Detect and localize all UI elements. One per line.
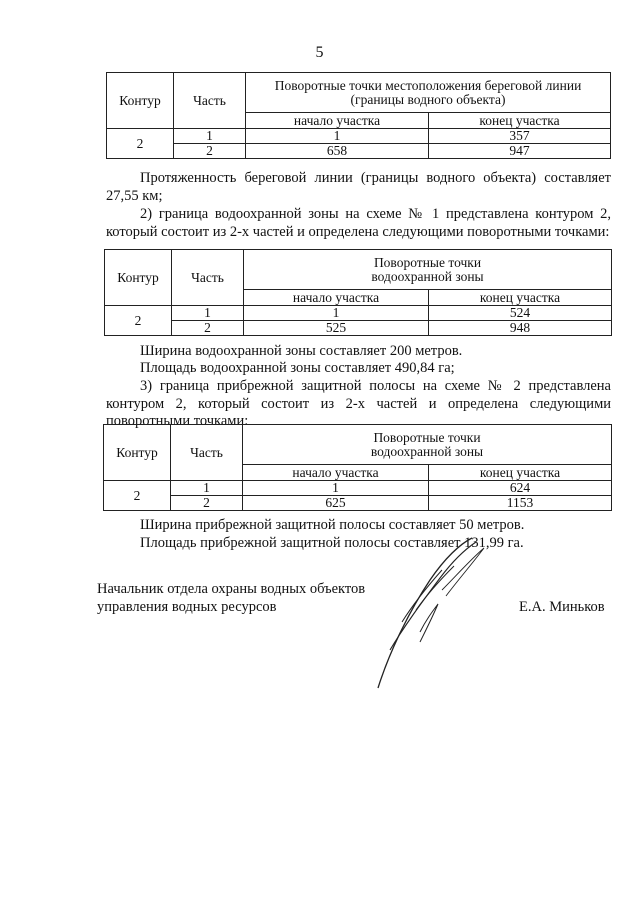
shoreline-length-text: Протяженность береговой линии (границы водного объекта) составляет 27,55 км; (106, 170, 611, 204)
shoreline-points-table (106, 72, 611, 159)
part-cell: 2 (174, 144, 246, 159)
strip-width-text: Ширина прибрежной защитной полосы составляет 50 метров. (140, 517, 525, 533)
header-contour: Контур (107, 73, 174, 129)
header-contour: Контур (105, 250, 172, 306)
signatory-title-line2: управления водных ресурсов (97, 599, 277, 615)
coastal-strip-table (103, 424, 612, 511)
header-contour: Контур (104, 425, 171, 481)
header-turning-points: Поворотные точки местоположения береговой линии (границы водного объекта) (246, 73, 611, 113)
zone-area-text: Площадь водоохранной зоны составляет 490,84 га; (140, 360, 455, 376)
water-protection-zone-text: 2) граница водоохранной зоны на схеме № 1 представлена контуром 2, который состоит из 2-х частей и определена следующими поворотными точками: (106, 206, 611, 240)
table-row (104, 481, 612, 496)
signatory-title-line1: Начальник отдела охраны водных объектов (97, 581, 366, 597)
table-row (105, 321, 612, 336)
start-cell: 1 (244, 306, 429, 321)
strip-area-text: Площадь прибрежной защитной полосы составляет 131,99 га. (140, 535, 524, 551)
page-number: 5 (315, 44, 324, 61)
start-cell: 625 (243, 496, 429, 511)
header-end: конец участка (429, 290, 612, 306)
header-part: Часть (172, 250, 244, 306)
part-cell: 2 (171, 496, 243, 511)
header-start: начало участка (244, 290, 429, 306)
header-part: Часть (174, 73, 246, 129)
end-cell: 524 (429, 306, 612, 321)
header-end: конец участка (429, 113, 611, 129)
table-row (105, 306, 612, 321)
part-cell: 1 (172, 306, 244, 321)
part-cell: 2 (172, 321, 244, 336)
header-turning-points: Поворотные точки водоохранной зоны (244, 250, 612, 290)
water-protection-zone-table (104, 249, 612, 336)
header-start: начало участка (246, 113, 429, 129)
table-row (107, 129, 611, 144)
handwritten-signature (360, 530, 500, 695)
part-cell: 1 (174, 129, 246, 144)
part-cell: 1 (171, 481, 243, 496)
signatory-name: Е.А. Миньков (519, 599, 605, 615)
start-cell: 1 (246, 129, 429, 144)
zone-width-text: Ширина водоохранной зоны составляет 200 метров. (140, 343, 463, 359)
header-turning-points: Поворотные точки водоохранной зоны (243, 425, 612, 465)
contour-cell: 2 (104, 481, 171, 511)
end-cell: 948 (429, 321, 612, 336)
end-cell: 947 (429, 144, 611, 159)
table-row (107, 144, 611, 159)
contour-cell: 2 (107, 129, 174, 159)
header-start: начало участка (243, 465, 429, 481)
start-cell: 1 (243, 481, 429, 496)
coastal-strip-text: 3) граница прибрежной защитной полосы на схеме № 2 представлена контуром 2, который состоит из 2-х частей и определена следующими поворотными точками: (106, 378, 611, 429)
start-cell: 525 (244, 321, 429, 336)
end-cell: 357 (429, 129, 611, 144)
header-part: Часть (171, 425, 243, 481)
end-cell: 624 (429, 481, 612, 496)
end-cell: 1153 (429, 496, 612, 511)
contour-cell: 2 (105, 306, 172, 336)
table-row (104, 496, 612, 511)
header-end: конец участка (429, 465, 612, 481)
start-cell: 658 (246, 144, 429, 159)
